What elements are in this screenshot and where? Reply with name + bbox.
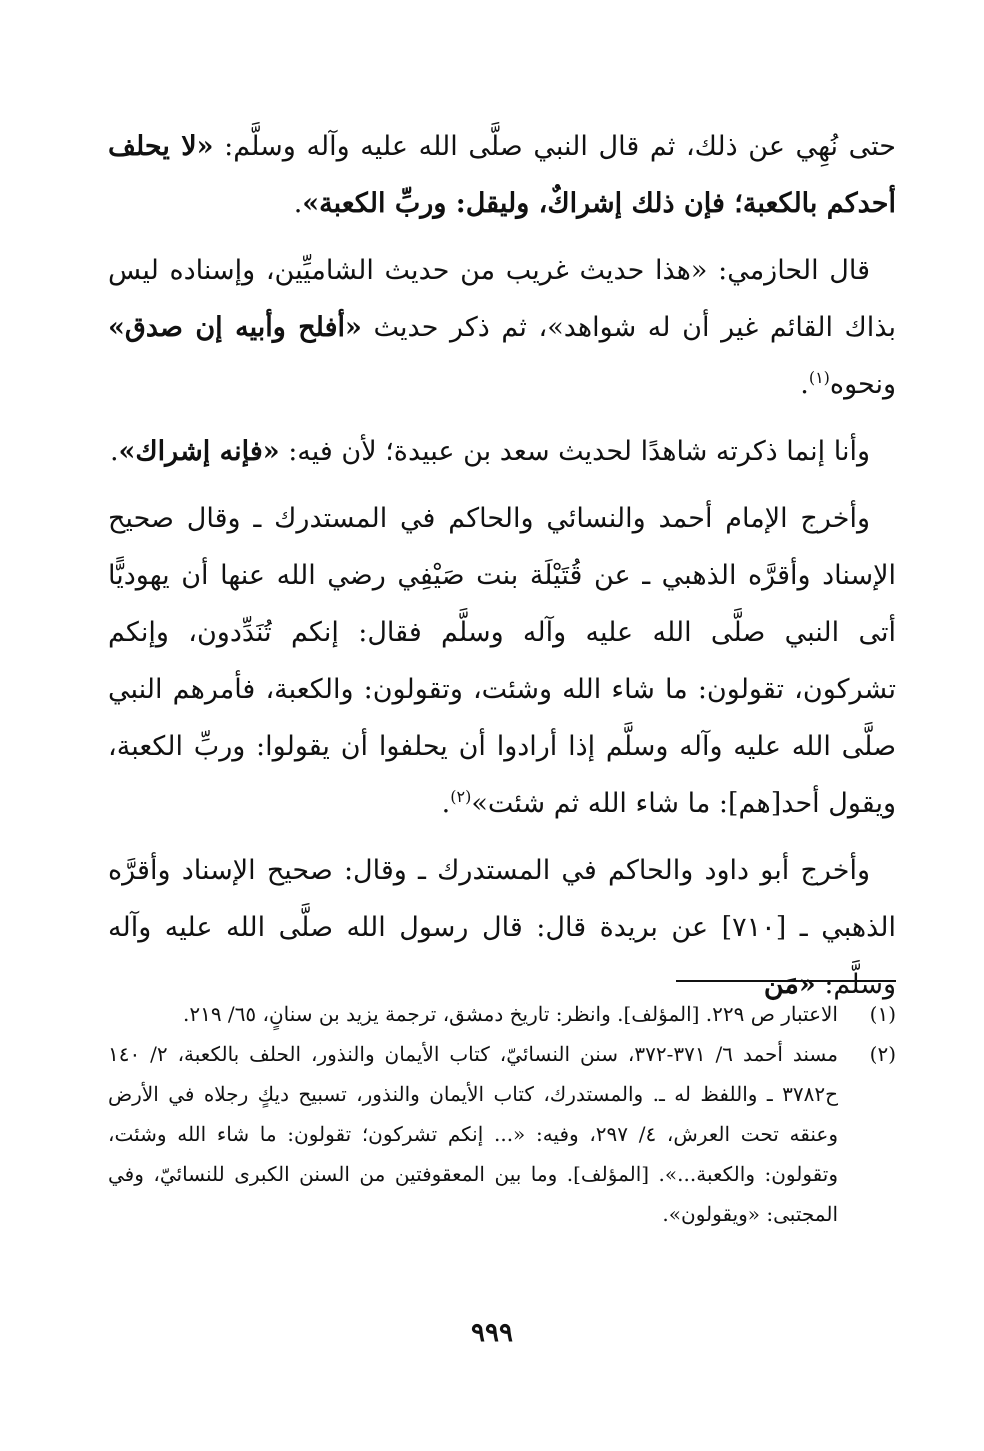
paragraph-text: حتى نُهِي عن ذلك، ثم قال النبي صلَّى الله عليه وآله وسلَّم:: [213, 131, 896, 162]
footnote-text: الاعتبار ص ٢٢٩. [المؤلف]. وانظر: تاريخ دمشق، ترجمة يزيد بن سنانٍ، ٦٥/ ٢١٩.: [182, 1002, 838, 1026]
hadith-quote: «أفلح وأبيه إن صدق»: [108, 312, 362, 343]
paragraph-text: وأخرج أبو داود والحاكم في المستدرك ـ وقال: صحيح الإسناد وأقرَّه الذهبي ـ [٧١٠] عن بريدة قال: قال رسول الله صلَّى الله عليه وآله وسلَّم:: [108, 855, 896, 1000]
footnote-ref: (١): [808, 368, 830, 387]
paragraph-text: .: [800, 369, 809, 400]
paragraph-3: [108, 423, 896, 480]
paragraph-text: وأنا إنما ذكرته شاهدًا لحديث سعد بن عبيدة؛ لأن فيه:: [279, 436, 870, 467]
paragraph-text: .: [441, 788, 451, 819]
paragraph-text: وأخرج الإمام أحمد والنسائي والحاكم في المستدرك ـ وقال صحيح الإسناد وأقرَّه الذهبي ـ عن قُتَيْلَة بنت صَيْفِي رضي الله عنها أن يهوديًّا أتى النبي صلَّى الله عليه وآله وسلَّم فقال: إنكم تُنَدِّدون، وإنكم تشركون، تقولون: ما شاء الله وشئت، وتقولون: والكعبة، فأمرهم النبي صلَّى الله عليه وآله وسلَّم إذا أرادوا أن يحلفوا أن يقولوا: وربِّ الكعبة، ويقول أحد[هم]: ما شاء الله ثم شئت»: [108, 503, 896, 819]
hadith-quote: «مَن: [763, 969, 816, 1000]
hadith-quote: «لا يحلف أحدكم بالكعبة؛ فإن ذلك إشراكٌ، وليقل: وربِّ الكعبة»: [108, 131, 896, 219]
paragraph-2: [108, 242, 896, 413]
footnote-text: مسند أحمد ٦/ ٣٧١-٣٧٢، سنن النسائيّ، كتاب الأيمان والنذور، الحلف بالكعبة، ٢/ ١٤٠ ح٣٧٨٢ ـ واللفظ له ـ. والمستدرك، كتاب الأيمان والنذور، تسبيح ديكٍ رجلاه في الأرض وعنقه تحت العرش، ٤/ ٢٩٧، وفيه: «... إنكم تشركون؛ تقولون: ما شاء الله وشئت، وتقولون: والكعبة...». [المؤلف]. وما بين المعقوفتين من السنن الكبرى للنسائيّ، وفي المجتبى: «ويقولون».: [108, 1042, 838, 1226]
paragraph-1: [108, 118, 896, 232]
page-number: ٩٩٩: [471, 1318, 513, 1348]
hadith-quote: «فإنه إشراك»: [118, 436, 280, 467]
footnote-2: [108, 1034, 896, 1234]
footnote-1: [108, 994, 896, 1034]
footnote-ref: (٢): [450, 787, 472, 806]
footnote-number: (١): [869, 1002, 896, 1026]
paragraph-text: قال الحازمي: «هذا حديث غريب من حديث الشاميِّين، وإسناده ليس بذاك القائم غير أن له شواهد»، ثم ذكر حديث: [108, 255, 896, 343]
footnotes: [108, 994, 896, 1234]
paragraph-5: [108, 842, 896, 1013]
paragraph-text: ونحوه: [829, 369, 896, 400]
paragraph-text: .: [293, 188, 303, 219]
paragraph-4: [108, 490, 896, 832]
footnote-separator: [676, 980, 896, 982]
footnote-number: (٢): [869, 1042, 896, 1066]
main-text: [108, 118, 896, 1023]
paragraph-text: .: [109, 436, 119, 467]
